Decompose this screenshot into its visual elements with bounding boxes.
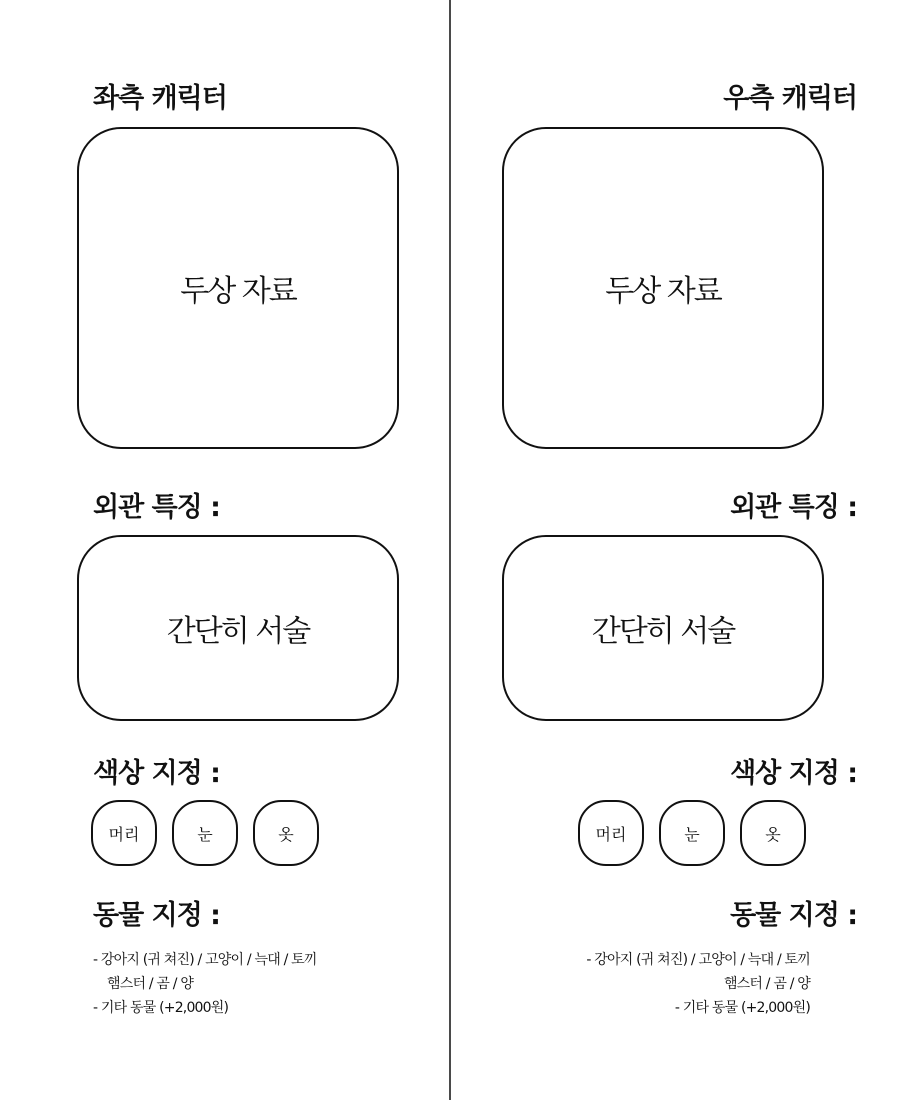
right-chip-clothes[interactable]: 옷 xyxy=(740,800,806,866)
left-character-title: 좌측 캐릭터 xyxy=(93,83,227,114)
right-chip-eyes[interactable]: 눈 xyxy=(659,800,725,866)
right-animal-list xyxy=(586,948,810,1020)
left-appearance-hint: 간단히 서술 xyxy=(166,614,310,649)
right-animal-line: 햄스터 / 곰 / 양 xyxy=(723,976,810,992)
left-chip-hair[interactable]: 머리 xyxy=(91,800,157,866)
left-color-title: 색상 지정 : xyxy=(93,758,220,789)
right-character-title: 우측 캐릭터 xyxy=(723,83,857,114)
left-reference-box[interactable] xyxy=(77,127,399,449)
left-chip-eyes[interactable]: 눈 xyxy=(172,800,238,866)
right-animal-line: - 강아지 (귀 쳐진) / 고양이 / 늑대 / 토끼 xyxy=(586,952,810,968)
right-appearance-title: 외관 특징 : xyxy=(730,492,857,523)
right-reference-label: 두상 자료 xyxy=(605,274,721,309)
right-reference-box[interactable] xyxy=(502,127,824,449)
right-color-chips xyxy=(578,800,806,866)
left-chip-clothes[interactable]: 옷 xyxy=(253,800,319,866)
left-animal-list xyxy=(93,948,317,1020)
left-appearance-box[interactable] xyxy=(77,535,399,721)
left-appearance-title: 외관 특징 : xyxy=(93,492,220,523)
right-chip-hair[interactable]: 머리 xyxy=(578,800,644,866)
left-animal-line: - 강아지 (귀 쳐진) / 고양이 / 늑대 / 토끼 xyxy=(93,952,317,968)
left-reference-label: 두상 자료 xyxy=(180,274,296,309)
right-animal-title: 동물 지정 : xyxy=(730,900,857,931)
right-character-panel xyxy=(450,0,900,1100)
right-color-title: 색상 지정 : xyxy=(730,758,857,789)
left-animal-line: 햄스터 / 곰 / 양 xyxy=(107,976,194,992)
right-appearance-hint: 간단히 서술 xyxy=(591,614,735,649)
left-animal-line: - 기타 동물 (+2,000원) xyxy=(93,1000,229,1016)
left-color-chips xyxy=(91,800,319,866)
left-animal-title: 동물 지정 : xyxy=(93,900,220,931)
right-appearance-box[interactable] xyxy=(502,535,824,721)
right-animal-line: - 기타 동물 (+2,000원) xyxy=(674,1000,810,1016)
